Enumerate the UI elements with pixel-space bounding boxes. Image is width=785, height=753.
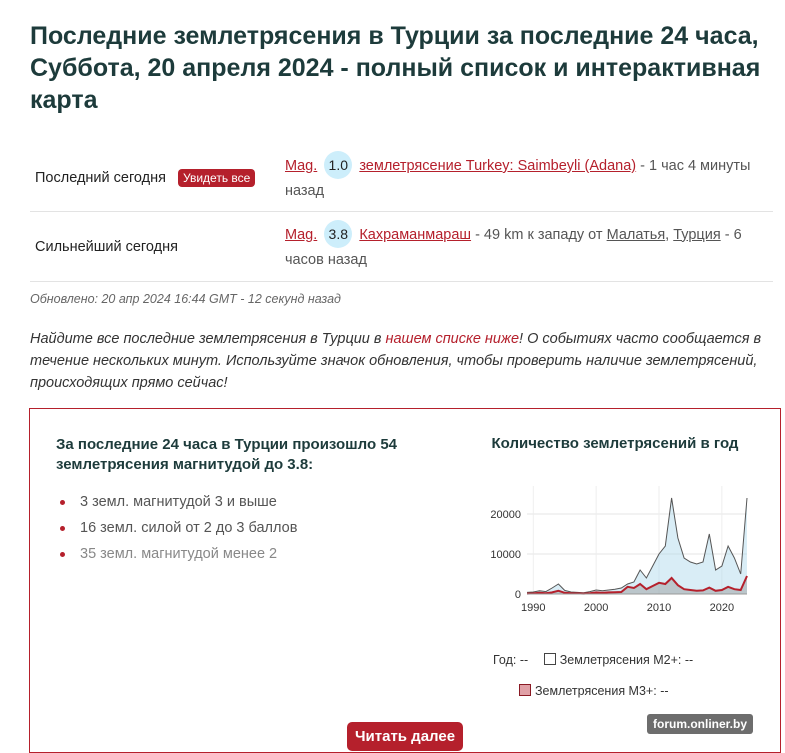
updated-timestamp: Обновлено: 20 апр 2024 16:44 GMT - 12 секунд назад	[30, 292, 341, 306]
intro-after: ! О событиях часто сообщается в течение нескольких минут. Используйте значок обновления, чтобы проверить наличие землетрясений, происходящих прямо сейчас!	[30, 331, 762, 391]
strongest-value	[281, 212, 773, 282]
legend-year-label: Год:	[493, 653, 517, 667]
strongest-mag-badge: 3.8	[324, 220, 352, 248]
legend-m2-label[interactable]: Землетрясения М2+:	[559, 653, 682, 667]
strongest-row	[30, 212, 773, 282]
y-tick-label: 10000	[490, 549, 521, 561]
latest-mag-badge: 1.0	[324, 151, 352, 179]
legend-m3-swatch[interactable]	[519, 684, 531, 696]
latest-row	[30, 145, 773, 212]
x-tick-label: 2010	[646, 602, 672, 614]
stats-heading: За последние 24 часа в Турции произошло 54 землетрясения магнитудой до 3.8:	[56, 436, 398, 473]
summary-table	[30, 145, 773, 282]
latest-mag-prefix[interactable]: Mag.	[285, 158, 318, 174]
intro-text	[30, 328, 780, 394]
intro-before: Найдите все последние землетрясения в Турции в	[30, 331, 386, 347]
see-all-button[interactable]: Увидеть все	[178, 169, 255, 187]
legend-m3-label[interactable]: Землетрясения М3+:	[535, 684, 657, 698]
bullet-icon	[60, 500, 65, 505]
place-link-malatya[interactable]: Малатья	[606, 226, 666, 243]
stat-text: 35 земл. магнитудой менее 2	[80, 546, 278, 562]
stat-item	[80, 541, 297, 567]
place-link-turkey[interactable]: Турция	[673, 226, 721, 243]
page-title: Последние землетрясения в Турции за последние 24 часа, Суббота, 20 апреля 2024 - полный список и интерактивная карта	[30, 22, 761, 114]
yearly-quakes-chart[interactable]	[440, 481, 760, 631]
x-tick-label: 2020	[709, 602, 735, 614]
strongest-label: Сильнейший сегодня	[35, 238, 178, 255]
latest-time: - 1 час 4 минуты назад	[285, 158, 751, 199]
bullet-icon	[60, 526, 65, 531]
strongest-distance: - 49 km к западу от	[471, 226, 607, 243]
latest-quake-link[interactable]: землетрясение Turkey: Saimbeyli (Adana)	[359, 158, 637, 174]
legend-m2-value: --	[684, 653, 694, 667]
y-tick-label: 0	[514, 589, 521, 601]
series-area-1	[527, 498, 747, 594]
stat-item	[80, 515, 297, 541]
stats-list	[56, 489, 297, 567]
stat-text: 3 земл. магнитудой 3 и выше	[80, 494, 277, 510]
place-separator: ,	[665, 226, 674, 243]
latest-value	[281, 145, 773, 212]
legend-m3-value: --	[660, 684, 669, 698]
legend-row-2	[519, 684, 669, 698]
list-below-link[interactable]: нашем списке ниже	[385, 331, 520, 347]
bullet-icon	[60, 552, 65, 557]
watermark: forum.onliner.by	[647, 714, 753, 734]
stat-text: 16 земл. силой от 2 до 3 баллов	[80, 520, 298, 536]
x-tick-label: 2000	[583, 602, 609, 614]
latest-cell	[30, 145, 281, 212]
latest-label: Последний сегодня	[35, 169, 166, 186]
strongest-quake-link[interactable]: Кахраманмараш	[359, 226, 472, 243]
stats-panel	[29, 408, 781, 753]
strongest-cell	[30, 212, 281, 282]
chart-title: Количество землетрясений в год	[491, 435, 739, 452]
y-tick-label: 20000	[490, 509, 521, 521]
stat-item	[80, 489, 297, 515]
legend-m2-swatch[interactable]	[544, 653, 556, 665]
legend-year-value: --	[519, 653, 529, 667]
strongest-mag-prefix[interactable]: Mag.	[285, 226, 318, 243]
strongest-time: - 6 часов назад	[285, 226, 742, 268]
x-tick-label: 1990	[521, 602, 546, 614]
read-more-button[interactable]: Читать далее	[347, 722, 463, 751]
legend-row-1	[493, 653, 693, 667]
